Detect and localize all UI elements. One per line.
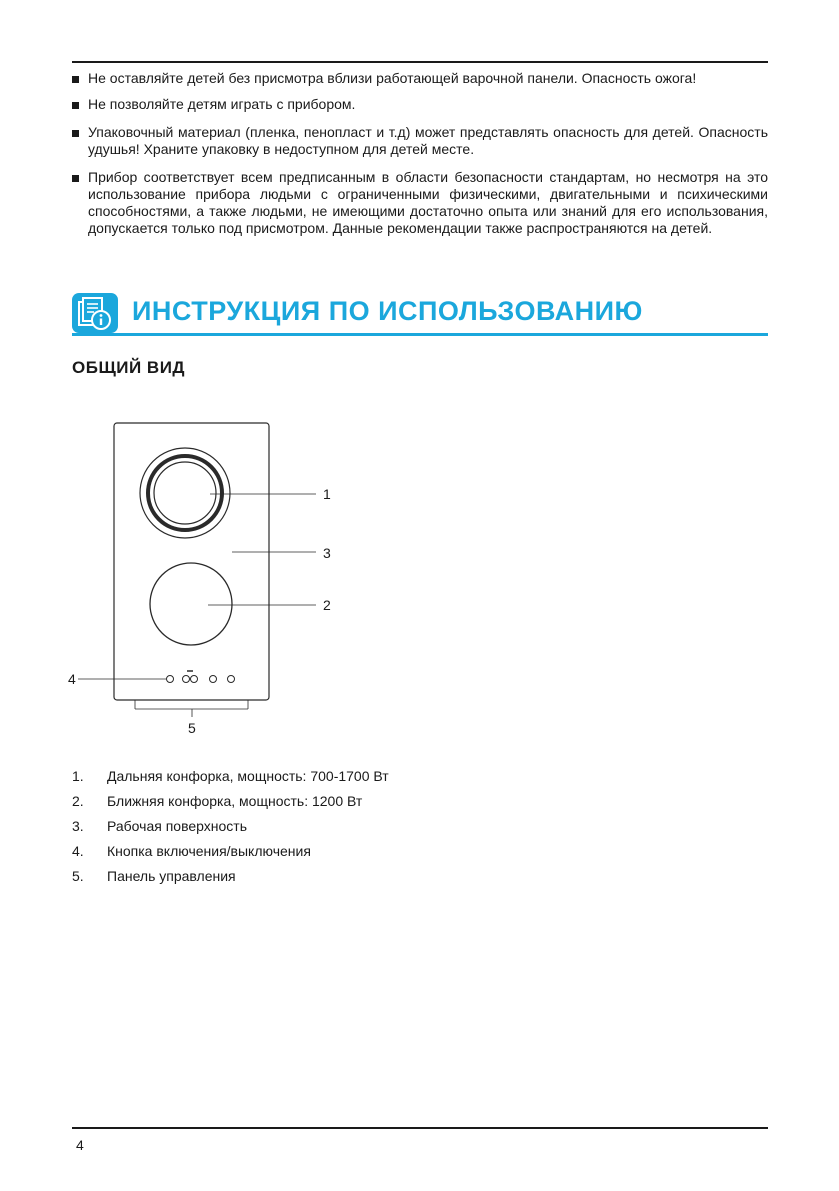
subheading: ОБЩИЙ ВИД — [72, 358, 186, 377]
legend-text: Рабочая поверхность — [107, 818, 247, 834]
bottom-rule — [72, 1127, 768, 1129]
bullet-marker — [72, 96, 88, 113]
callout-1: 1 — [323, 486, 331, 502]
top-rule — [72, 61, 768, 63]
legend-item — [72, 764, 389, 789]
warning-text: Прибор соответствует всем предписанным в области безопасности стандартам, но несмотря на это использование прибора людьми с ограниченными физическими, двигательными и психическими способностями, а также людьми, не имеющими достаточно опыта или знаний для его использования, допускается только под присмотром. Данные рекомендации также распространяются на детей. — [88, 169, 768, 236]
legend-text: Ближняя конфорка, мощность: 1200 Вт — [107, 793, 363, 809]
warning-text: Упаковочный материал (пленка, пенопласт и т.д) может представлять опасность для детей. Опасность удушья! Храните упаковку в недоступном для детей месте. — [88, 124, 768, 157]
legend-item — [72, 789, 389, 814]
legend-text: Панель управления — [107, 868, 236, 884]
warning-item — [72, 124, 768, 158]
legend-item — [72, 864, 389, 889]
legend-number: 5. — [72, 868, 84, 884]
parts-legend — [72, 764, 389, 889]
legend-item — [72, 839, 389, 864]
warning-item — [72, 169, 768, 237]
callout-4: 4 — [68, 671, 76, 687]
control-buttons — [167, 671, 235, 683]
legend-text: Кнопка включения/выключения — [107, 843, 311, 859]
section-rule — [72, 333, 768, 336]
section-title: ИНСТРУКЦИЯ ПО ИСПОЛЬЗОВАНИЮ — [132, 296, 643, 326]
warning-text: Не позволяйте детям играть с прибором. — [88, 96, 356, 112]
far-burner — [140, 448, 230, 538]
legend-number: 3. — [72, 818, 84, 834]
warning-item — [72, 70, 768, 87]
callout-3: 3 — [323, 545, 331, 561]
page-number: 4 — [76, 1137, 84, 1153]
legend-item — [72, 814, 389, 839]
legend-number: 1. — [72, 768, 84, 784]
bullet-marker — [72, 124, 88, 141]
bullet-marker — [72, 169, 88, 186]
section-header — [72, 290, 768, 338]
legend-number: 4. — [72, 843, 84, 859]
warning-text: Не оставляйте детей без присмотра вблизи работающей варочной панели. Опасность ожога! — [88, 70, 697, 86]
cooktop-diagram — [60, 415, 360, 745]
warning-item — [72, 96, 768, 113]
manual-info-icon — [72, 293, 118, 333]
cooktop-outline — [114, 423, 269, 700]
near-burner — [150, 563, 232, 645]
legend-number: 2. — [72, 793, 84, 809]
safety-warnings-list — [72, 70, 768, 237]
callout-2: 2 — [323, 597, 331, 613]
callout-5: 5 — [188, 720, 196, 736]
legend-text: Дальняя конфорка, мощность: 700-1700 Вт — [107, 768, 389, 784]
bullet-marker — [72, 70, 88, 87]
